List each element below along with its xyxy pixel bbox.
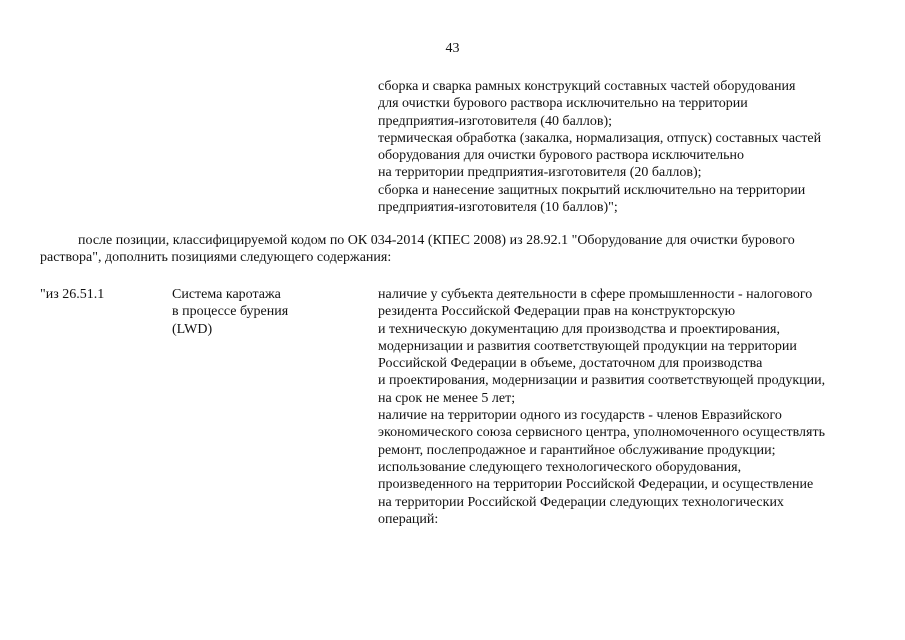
text-line: предприятия-изготовителя (10 баллов)"; (378, 200, 618, 216)
text-line: термическая обработка (закалка, нормализация, отпуск) составных частей (378, 130, 822, 146)
intro-paragraph (40, 232, 870, 267)
continued-criteria-block (378, 78, 821, 216)
entry-description (378, 286, 825, 528)
code-text: "из 26.51.1 (40, 287, 105, 302)
text-line: использование следующего технологического оборудования, (378, 459, 742, 475)
text-line: наличие на территории одного из государств - членов Евразийского (378, 408, 782, 424)
text-line: операций: (378, 511, 439, 527)
text-line: и техническую документацию для производства и проектирования, (378, 321, 780, 337)
text-line: модернизации и развития соответствующей продукции на территории (378, 338, 797, 354)
text-line: Система каротажа (172, 287, 281, 302)
entry-name (172, 286, 288, 338)
text-line: и проектирования, модернизации и развития соответствующей продукции, (378, 373, 826, 389)
text-line: оборудования для очистки бурового раствора исключительно (378, 148, 745, 164)
entry-code (40, 286, 104, 303)
text-line: экономического союза сервисного центра, уполномоченного осуществлять (378, 425, 825, 441)
text-line: предприятия-изготовителя (40 баллов); (378, 113, 613, 129)
text-line: наличие у субъекта деятельности в сфере промышленности - налогового (378, 287, 813, 302)
text-line: в процессе бурения (172, 304, 289, 320)
text-line: раствора", дополнить позициями следующего содержания: (40, 250, 392, 266)
text-line: сборка и нанесение защитных покрытий исключительно на территории (378, 182, 806, 198)
text-line: резидента Российской Федерации прав на конструкторскую (378, 304, 736, 320)
page-number: 43 (445, 41, 460, 56)
text-line: (LWD) (172, 321, 213, 337)
text-line: ремонт, послепродажное и гарантийное обслуживание продукции; (378, 442, 776, 458)
text-line: после позиции, классифицируемой кодом по ОК 034-2014 (КПЕС 2008) из 28.92.1 "Оборудование для очистки бурового (78, 233, 795, 248)
text-line: на территории Российской Федерации следующих технологических (378, 494, 784, 510)
text-line: на срок не менее 5 лет; (378, 390, 516, 406)
text-line: Российской Федерации в объеме, достаточном для производства (378, 356, 763, 372)
text-line: сборка и сварка рамных конструкций составных частей оборудования (378, 79, 796, 94)
text-line: на территории предприятия-изготовителя (20 баллов); (378, 165, 702, 181)
text-line: для очистки бурового раствора исключительно на территории (378, 96, 748, 112)
text-line: произведенного на территории Российской Федерации, и осуществление (378, 477, 814, 493)
